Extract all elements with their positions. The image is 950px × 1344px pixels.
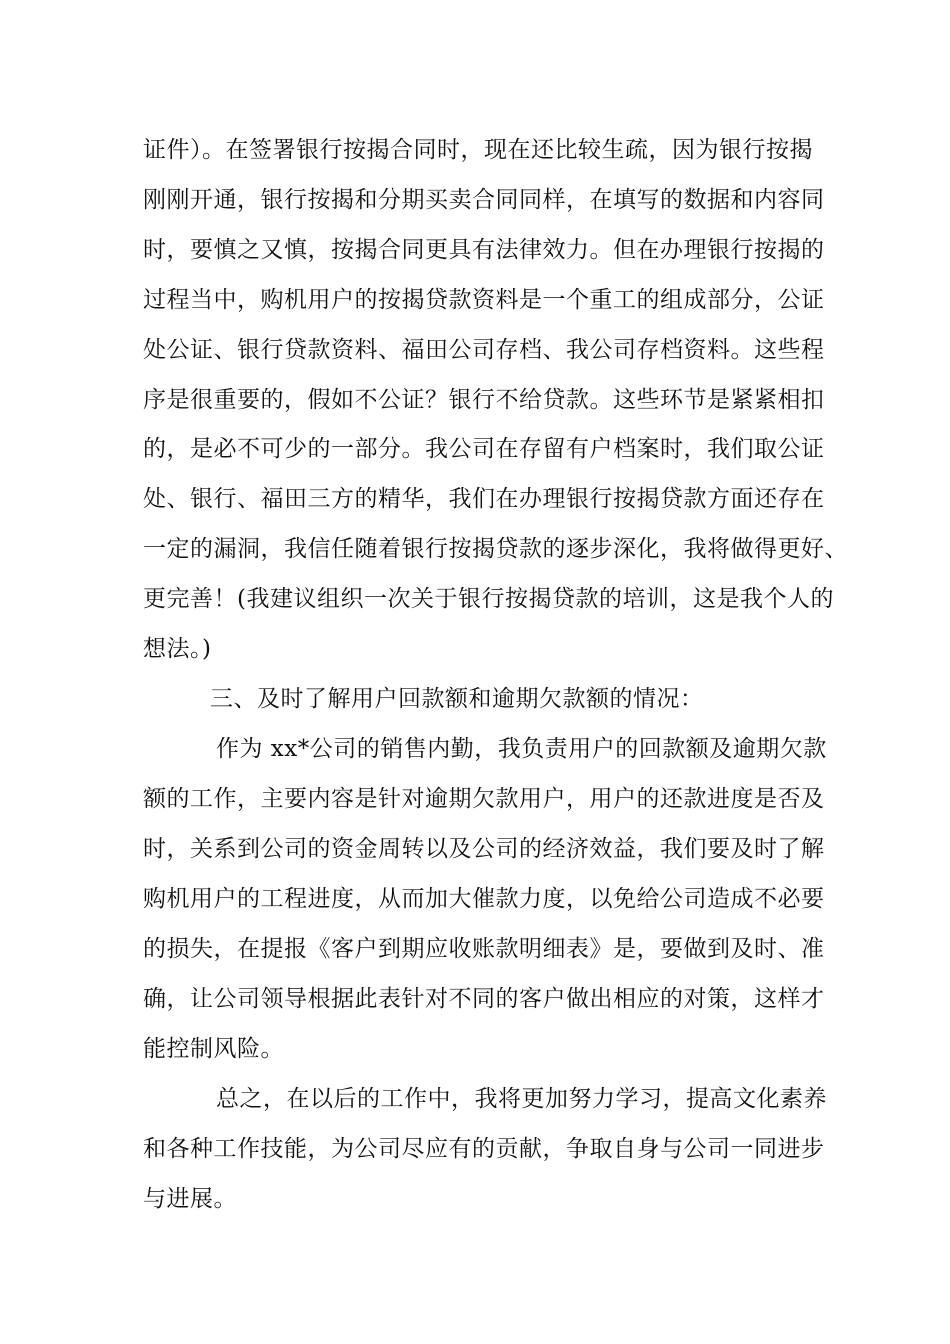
text-line: 想法。) [143,636,212,662]
text-line: 与进展。 [143,1186,237,1212]
text-line: 购机用户的工程进度，从而加大催款力度，以免给公司造成不必要 [143,886,825,912]
text-line: 额的工作，主要内容是针对逾期欠款用户，用户的还款进度是否及 [143,786,825,812]
text-line: 刚刚开通，银行按揭和分期买卖合同同样，在填写的数据和内容同 [143,187,825,213]
text-line: 的，是必不可少的一部分。我公司在存留有户档案时，我们取公证 [143,436,825,462]
text-line: 一定的漏洞，我信任随着银行按揭贷款的逐步深化，我将做得更好、 [143,536,848,562]
text-line: 更完善！(我建议组织一次关于银行按揭贷款的培训，这是我个人的 [143,586,834,612]
text-line: 确，让公司领导根据此表针对不同的客户做出相应的对策，这样才 [143,986,825,1012]
text-line: 处、银行、福田三方的精华，我们在办理银行按揭贷款方面还存在 [143,486,825,512]
text-line: 的损失，在提报《客户到期应收账款明细表》是，要做到及时、准 [143,936,825,962]
text-line: 过程当中，购机用户的按揭贷款资料是一个重工的组成部分，公证 [143,287,825,313]
text-line: 能控制风险。 [143,1036,284,1062]
text-line: 总之，在以后的工作中，我将更加努力学习，提高文化素养 [216,1086,827,1112]
text-line: 和各种工作技能，为公司尽应有的贡献，争取自身与公司一同进步 [143,1136,825,1162]
text-line: 序是很重要的，假如不公证？银行不给贷款。这些环节是紧紧相扣 [143,387,825,413]
text-line: 作为 xx*公司的销售内勤，我负责用户的回款额及逾期欠款 [216,736,827,762]
text-line: 证件）。在签署银行按揭合同时，现在还比较生疏，因为银行按揭 [143,137,813,163]
text-line: 时，要慎之又慎，按揭合同更具有法律效力。但在办理银行按揭的 [143,237,825,263]
text-line: 时，关系到公司的资金周转以及公司的经济效益，我们要及时了解 [143,836,825,862]
text-line: 处公证、银行贷款资料、福田公司存档、我公司存档资料。这些程 [143,337,825,363]
section-heading: 三、及时了解用户回款额和逾期欠款额的情况： [210,686,704,712]
